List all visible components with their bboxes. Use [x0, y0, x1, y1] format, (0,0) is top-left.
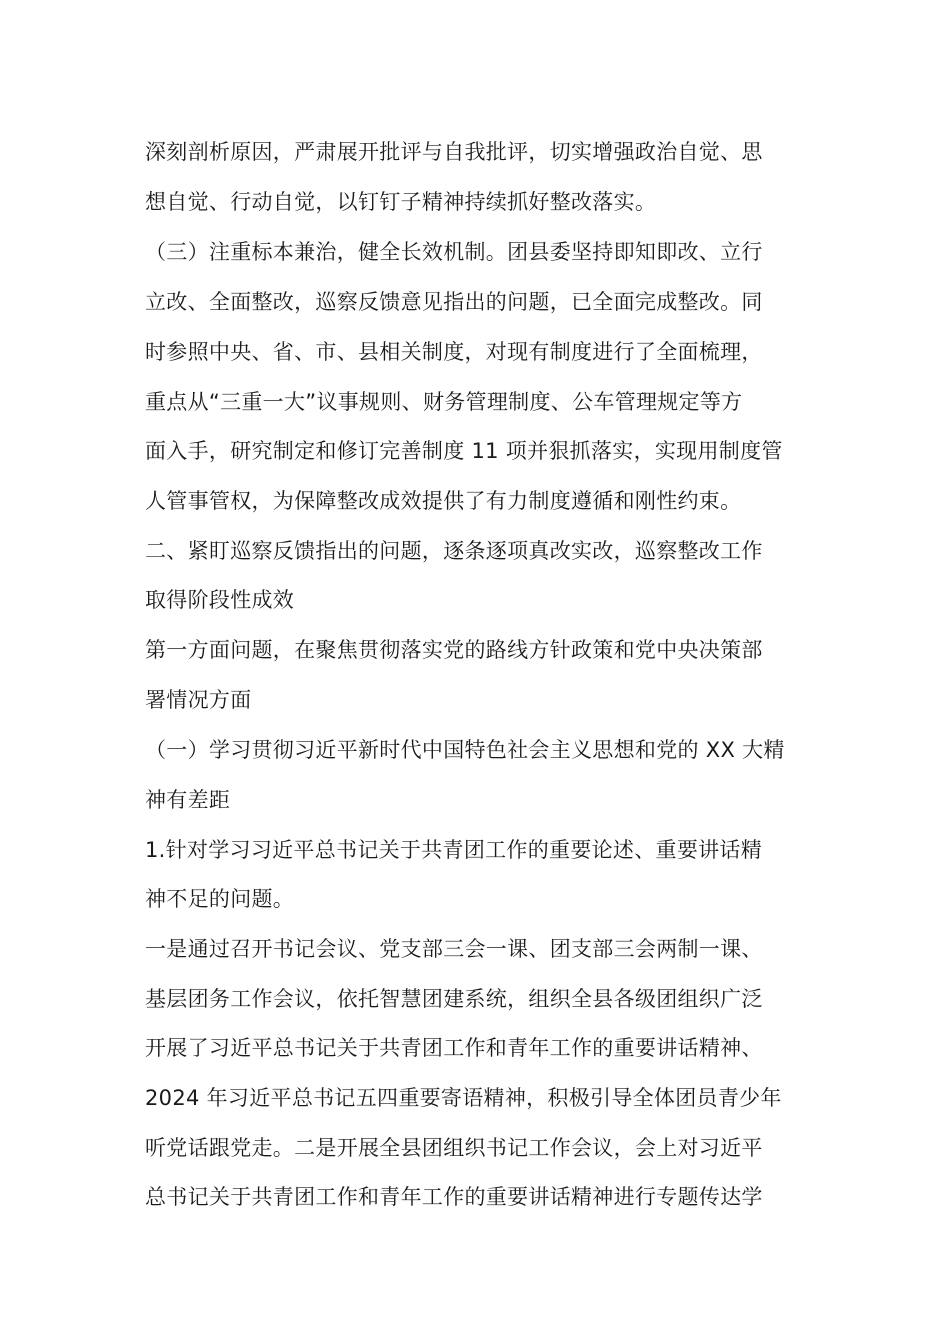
text-line: 人管事管权，为保障整改成效提供了有力制度遵循和刚性约束。 — [145, 489, 742, 513]
text-line: 总书记关于共青团工作和青年工作的重要讲话精神进行专题传达学 — [145, 1185, 763, 1209]
text-line: 面入手，研究制定和修订完善制度 11 项并狠抓落实，实现用制度管 — [145, 439, 783, 463]
subheading-line: （一）学习贯彻习近平新时代中国特色社会主义思想和党的 XX 大精 — [145, 738, 785, 762]
section-heading-line: 取得阶段性成效 — [145, 588, 295, 612]
text-line: 想自觉、行动自觉，以钉钉子精神持续抓好整改落实。 — [145, 190, 657, 214]
text-line: 2024 年习近平总书记五四重要寄语精神，积极引导全体团员青少年 — [145, 1086, 782, 1110]
subheading-line: 神有差距 — [145, 788, 231, 812]
text-line: 深刻剖析原因，严肃展开批评与自我批评，切实增强政治自觉、思 — [145, 140, 763, 164]
text-line: 第一方面问题，在聚焦贯彻落实党的路线方针政策和党中央决策部 — [145, 638, 763, 662]
text-line: 立改、全面整改，巡察反馈意见指出的问题，已全面完成整改。同 — [145, 290, 763, 314]
text-line: （三）注重标本兼治，健全长效机制。团县委坚持即知即改、立行 — [145, 240, 763, 264]
text-line: 署情况方面 — [145, 688, 252, 712]
text-line: 基层团务工作会议，依托智慧团建系统，组织全县各级团组织广泛 — [145, 987, 763, 1011]
text-line: 听党话跟党走。二是开展全县团组织书记工作会议，会上对习近平 — [145, 1136, 763, 1160]
text-line: 1.针对学习习近平总书记关于共青团工作的重要论述、重要讲话精 — [145, 838, 763, 862]
section-heading-line: 二、紧盯巡察反馈指出的问题，逐条逐项真改实改，巡察整改工作 — [145, 539, 763, 563]
text-line: 重点从“三重一大”议事规则、财务管理制度、公车管理规定等方 — [145, 390, 743, 414]
text-line: 一是通过召开书记会议、党支部三会一课、团支部三会两制一课、 — [145, 937, 763, 961]
text-line: 神不足的问题。 — [145, 887, 295, 911]
text-line: 时参照中央、省、市、县相关制度，对现有制度进行了全面梳理， — [145, 340, 763, 364]
text-line: 开展了习近平总书记关于共青团工作和青年工作的重要讲话精神、 — [145, 1036, 763, 1060]
